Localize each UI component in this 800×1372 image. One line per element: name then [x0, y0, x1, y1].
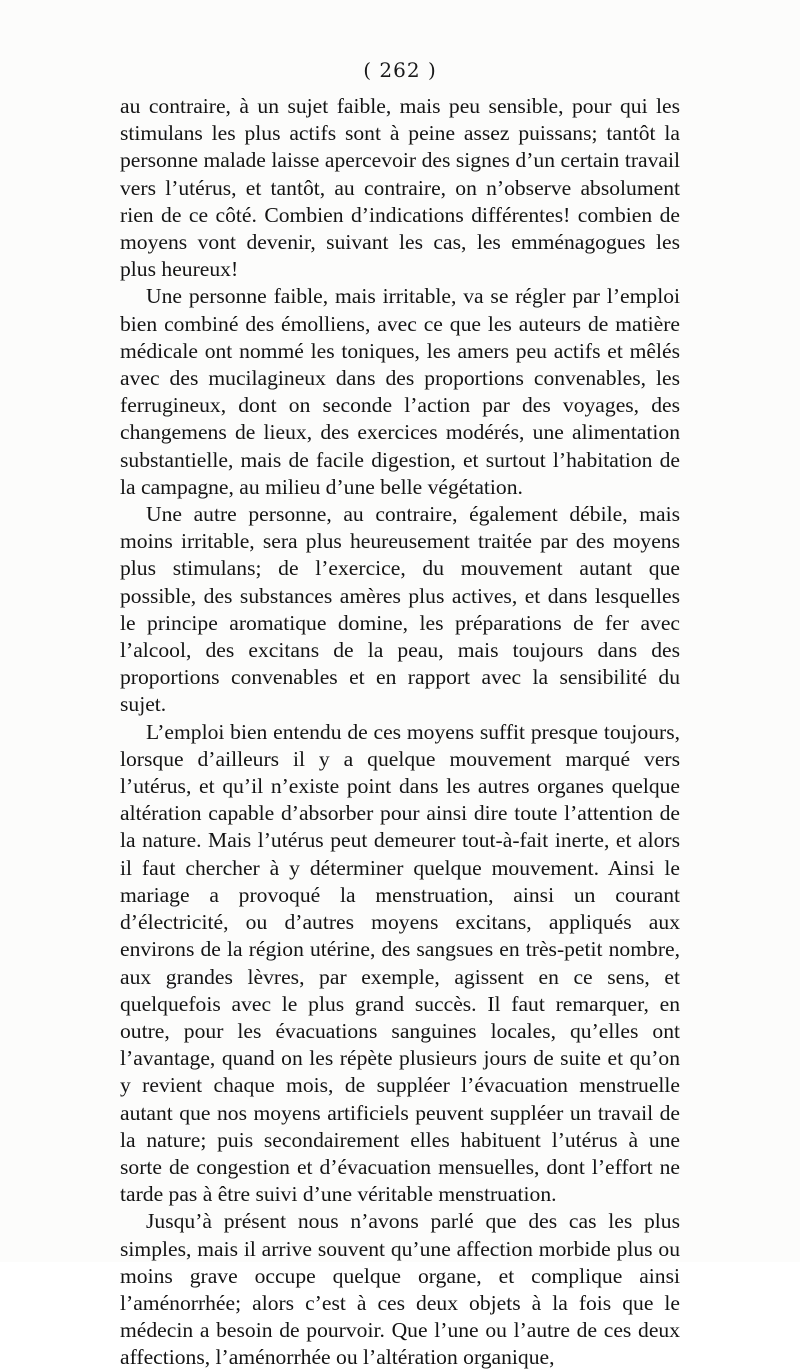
body-text	[120, 93, 680, 1372]
paragraph-5: Jusqu’à présent nous n’avons parlé que des cas les plus simples, mais il arrive souvent qu’une affection morbide plus ou moins grave occupe quelque organe, et complique ainsi l’aménorrhée; alors c’est à ces deux objets à la fois que le médecin a besoin de pourvoir. Que l’une ou l’autre de ces deux affections, l’aménorrhée ou l’altération organique,	[120, 1209, 680, 1370]
paragraph-1: au contraire, à un sujet faible, mais peu sensible, pour qui les stimulans les plus actifs sont à peine assez puissans; tantôt la personne malade laisse apercevoir des signes d’un certain travail vers l’utérus, et tantôt, au contraire, on n’observe absolument rien de ce côté. Combien d’indications différentes! combien de moyens vont devenir, suivant les cas, les emménagogues les plus heureux!	[120, 94, 680, 282]
paragraph-2: Une personne faible, mais irritable, va se régler par l’emploi bien combiné des émolliens, avec ce que les auteurs de matière médicale ont nommé les toniques, les amers peu actifs et mêlés avec des mucilagineux dans des proportions convenables, les ferrugineux, dont on seconde l’action par des voyages, des changemens de lieux, des exercices modérés, une alimentation substantielle, mais de facile digestion, et surtout l’habitation de la campagne, au milieu d’une belle végétation.	[120, 284, 680, 499]
page-number: ( 262 )	[363, 58, 437, 82]
paragraph-4: L’emploi bien entendu de ces moyens suffit presque toujours, lorsque d’ailleurs il y a quelque mouvement marqué vers l’utérus, et qu’il n’existe point dans les autres organes quelque altération capable d’absorber pour ainsi dire toute l’attention de la nature. Mais l’utérus peut demeurer tout-à-fait inerte, et alors il faut chercher à y déterminer quelque mouvement. Ainsi le mariage a provoqué la menstruation, ainsi un courant d’électricité, ou d’autres moyens excitans, appliqués aux environs de la région utérine, des sangsues en très-petit nombre, aux grandes lèvres, par exemple, agissent en ce sens, et quelquefois avec le plus grand succès. Il faut remarquer, en outre, pour les évacuations sanguines locales, qu’elles ont l’avantage, quand on les répète plusieurs jours de suite et qu’on y revient chaque mois, de suppléer l’évacuation menstruelle autant que nos moyens artificiels peuvent suppléer un travail de la nature; puis secondairement elles habituent l’utérus à une sorte de congestion et d’évacuation mensuelles, dont l’effort ne tarde pas à être suivi d’une véritable menstruation.	[120, 719, 680, 1207]
paragraph-3: Une autre personne, au contraire, également débile, mais moins irritable, sera plus heureusement traitée par des moyens plus stimulans; de l’exercice, du mouvement autant que possible, des substances amères plus actives, et dans lesquelles le principe aromatique domine, les préparations de fer avec l’alcool, des excitans de la peau, mais toujours dans des proportions convenables et en rapport avec la sensibilité du sujet.	[120, 502, 680, 717]
